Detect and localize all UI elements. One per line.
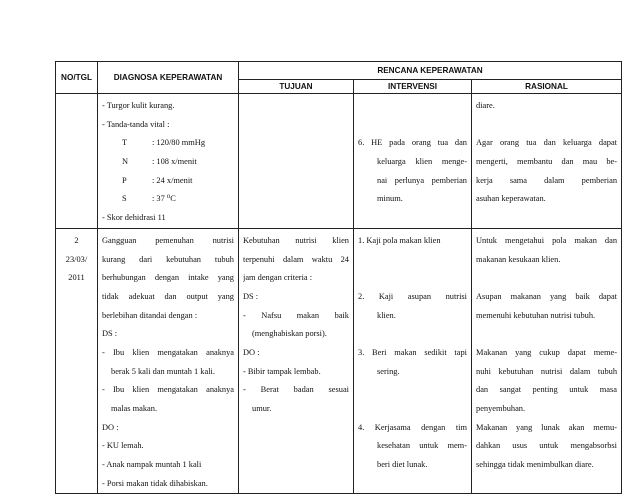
intervensi-line: beri diet lunak. xyxy=(377,460,428,470)
vital-key: T xyxy=(122,138,128,148)
tujuan-line: umur. xyxy=(252,404,272,413)
rasional-line: Agar orang tua dan keluarga dapat xyxy=(476,138,618,148)
diagnosa-line: DO : xyxy=(102,422,119,432)
tujuan-line: - Bibir tampak lembab. xyxy=(243,366,321,376)
row1-intervensi-cell xyxy=(354,94,472,229)
rasional-line: asuhan keperawatan. xyxy=(476,194,546,204)
rasional-line: nuhi kebutuhan nutrisi dalam tubuh xyxy=(476,366,618,376)
rasional-line: Makanan yang lunak akan memu- xyxy=(476,422,618,432)
row1-no-cell xyxy=(56,94,98,229)
row2-rasional-cell xyxy=(472,228,622,494)
row1-tujuan-cell xyxy=(239,94,354,229)
vital-sign-row xyxy=(102,153,234,172)
diagnosa-line: tidak adekuat dan output yang xyxy=(102,291,234,301)
tujuan-line: - Nafsu makan baik xyxy=(243,310,349,320)
diagnosa-line: - Tanda-tanda vital : xyxy=(102,119,170,129)
diagnosa-line: - Ibu klien mengatakan anaknya xyxy=(102,347,234,357)
header-intervensi: INTERVENSI xyxy=(354,80,472,94)
nursing-care-plan-table xyxy=(55,61,622,494)
intervensi-line: 1. Kaji pola makan klien xyxy=(358,235,441,245)
tujuan-line: Kebutuhan nutrisi klien xyxy=(243,235,349,245)
tujuan-line: (menghabiskan porsi). xyxy=(252,329,327,339)
intervensi-line: sering. xyxy=(377,366,400,376)
row1-rasional-cell xyxy=(472,94,622,229)
vital-sign-row xyxy=(102,134,234,153)
tujuan-line: terpenuhi dalam waktu 24 xyxy=(243,254,349,264)
diagnosa-line: malas makan. xyxy=(111,404,158,413)
vital-value: : 108 x/menit xyxy=(152,157,197,167)
row1-diagnosa-cell xyxy=(98,94,239,229)
rasional-line: penyembuhan. xyxy=(476,404,526,413)
rasional-line: dan sangat penting untuk masa xyxy=(476,385,618,395)
intervensi-line: 4. Kerjasama dengan tim xyxy=(358,422,467,432)
diagnosa-line: kurang dari kebutuhan tubuh xyxy=(102,254,234,264)
tujuan-line: - Berat badan sesuai xyxy=(243,385,349,395)
rasional-line: diare. xyxy=(476,101,495,110)
vital-sign-row xyxy=(102,172,234,191)
intervensi-line: minum. xyxy=(377,194,403,204)
row2-tujuan-cell xyxy=(239,228,354,494)
vital-value: : 24 x/menit xyxy=(152,175,193,185)
intervensi-line: 3. Beri makan sedikit tapi xyxy=(358,347,467,357)
diagnosa-line: - Anak nampak muntah 1 kali xyxy=(102,460,202,470)
row2-intervensi-cell xyxy=(354,228,472,494)
vital-sign-row xyxy=(102,190,234,209)
rasional-line: dahkan usus untuk mengabsorbsi xyxy=(476,441,618,451)
diagnosa-line: DS : xyxy=(102,329,118,339)
intervensi-line: kesehatan untuk mem- xyxy=(377,441,467,451)
rasional-line: mengerti, membantu dan mau be- xyxy=(476,157,618,167)
header-diagnosa: DIAGNOSA KEPERAWATAN xyxy=(98,62,239,94)
rasional-line: makanan kesukaan klien. xyxy=(476,254,561,264)
diagnosa-line: Gangguan pemenuhan nutrisi xyxy=(102,235,234,245)
header-no-tgl: NO/TGL xyxy=(56,62,98,94)
header-rencana: RENCANA KEPERAWATAN xyxy=(239,62,622,80)
diagnosa-line: - KU lemah. xyxy=(102,441,144,451)
rasional-line: sehingga tidak menimbulkan diare. xyxy=(476,460,594,470)
vital-key: P xyxy=(122,175,127,185)
diagnosa-line: - Ibu klien mengatakan anaknya xyxy=(102,385,234,395)
diagnosa-line: berak 5 kali dan muntah 1 kali. xyxy=(111,366,215,376)
rasional-line: Asupan makanan yang baik dapat xyxy=(476,291,618,301)
table-row xyxy=(56,228,622,494)
rasional-line: Makanan yang cukup dapat meme- xyxy=(476,347,618,357)
header-rasional: RASIONAL xyxy=(472,80,622,94)
row2-diagnosa-cell xyxy=(98,228,239,494)
header-tujuan: TUJUAN xyxy=(239,80,354,94)
rasional-line: Untuk mengetahui pola makan dan xyxy=(476,235,618,245)
diagnosa-line: berhubungan dengan intake yang xyxy=(102,273,234,283)
tujuan-line: jam dengan criteria : xyxy=(243,273,313,283)
intervensi-line: 6. HE pada orang tua dan xyxy=(358,138,467,148)
vital-value: : 37 ⁰C xyxy=(152,194,176,204)
rasional-line: memenuhi kebutuhan nutrisi tubuh. xyxy=(476,310,596,320)
row-date: 23/03/ xyxy=(65,254,88,264)
diagnosa-line: - Skor dehidrasi 11 xyxy=(102,213,166,223)
row-date: 2011 xyxy=(68,273,85,283)
rasional-line: kerja sama dalam pemberian xyxy=(476,175,618,185)
vital-key: N xyxy=(122,157,129,167)
diagnosa-line: - Porsi makan tidak dihabiskan. xyxy=(102,478,208,488)
diagnosa-line: berlebihan ditandai dengan : xyxy=(102,310,198,320)
row-number: 2 xyxy=(74,235,79,245)
tujuan-line: DO : xyxy=(243,347,260,357)
intervensi-line: klien. xyxy=(377,310,396,320)
intervensi-line: nai perlunya pemberian xyxy=(377,175,467,185)
row2-no-cell xyxy=(56,228,98,494)
intervensi-line: keluarga klien menge- xyxy=(377,157,467,167)
diagnosa-line: - Turgor kulit kurang. xyxy=(102,101,175,110)
vital-value: : 120/80 mmHg xyxy=(152,138,206,148)
table-row xyxy=(56,94,622,229)
intervensi-line: 2. Kaji asupan nutrisi xyxy=(358,291,467,301)
tujuan-line: DS : xyxy=(243,291,259,301)
vital-key: S xyxy=(122,194,127,204)
